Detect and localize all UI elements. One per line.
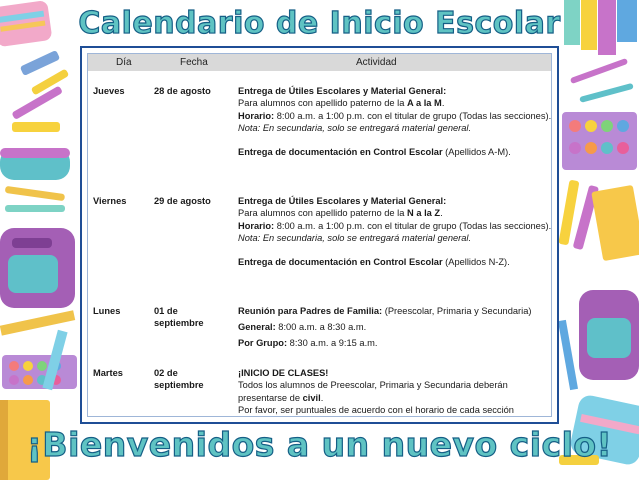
header-date: Fecha: [180, 57, 208, 68]
start-note: Por favor, ser puntuales de acuerdo con el horario de cada sección: [238, 404, 514, 415]
nota-line: Nota: En secundaria, solo se entregará material general.: [238, 232, 472, 243]
backpack-icon: [0, 228, 75, 308]
welcome-banner: ¡Bienvenidos a un nuevo ciclo!: [26, 425, 613, 464]
delivery-title: Entrega de Útiles Escolares y Material General:: [238, 86, 447, 96]
header-activity: Actividad: [356, 57, 397, 68]
row-activity: [238, 195, 556, 268]
meeting-line: Reunión para Padres de Familia: (Preescolar, Primaria y Secundaria): [238, 306, 532, 316]
row-day: Viernes: [93, 196, 127, 206]
grupo-line: Por Grupo: 8:30 a.m. a 9:15 a.m.: [238, 337, 378, 348]
pencil-case-teal: [0, 148, 70, 180]
row-activity: [238, 367, 556, 416]
right-decorations: [559, 0, 639, 480]
general-line: General: 8:00 a.m. a 8:30 a.m.: [238, 322, 367, 333]
watercolor-palette-icon: [2, 355, 77, 389]
docs-line: Entrega de documentación en Control Escolar (Apellidos N-Z).: [238, 257, 510, 268]
calendar-panel: [80, 46, 559, 424]
calendar-table: [87, 53, 552, 417]
start-title: ¡INICIO DE CLASES!: [238, 368, 329, 378]
apellido-line: Para alumnos con apellido paterno de la N a la Z.: [238, 208, 443, 219]
page-title: Calendario de Inicio Escolar: [78, 6, 561, 41]
brush-icon: [570, 58, 634, 103]
row-date: 29 de agosto: [154, 196, 211, 206]
crayon-icon-2: [5, 186, 65, 212]
paint-tube-icon: [20, 50, 70, 95]
backpack-icon: [579, 290, 639, 380]
row-date: 02 de septiembre: [154, 368, 204, 391]
apellido-line: Para alumnos con apellido paterno de la A a la M.: [238, 98, 445, 109]
nota-line: Nota: En secundaria, solo se entregará material general.: [238, 122, 472, 133]
row-date: 01 de septiembre: [154, 306, 204, 329]
crayon-icon: [559, 180, 599, 251]
row-activity: [238, 305, 556, 349]
row-day: Lunes: [93, 306, 121, 316]
row-day: Martes: [93, 368, 123, 378]
start-text: Todos los alumnos de Preescolar, Primaria y Secundaria deberán presentarse de civil.: [238, 380, 508, 403]
row-day: Jueves: [93, 86, 125, 96]
pencil-icon: [559, 320, 578, 390]
row-date: 28 de agosto: [154, 86, 211, 96]
table-header: [88, 54, 551, 71]
horario-line: Horario: 8:00 a.m. a 1:00 p.m. con el titular de grupo (Todas las secciones).: [238, 220, 552, 231]
row-activity: [238, 85, 556, 158]
horario-line: Horario: 8:00 a.m. a 1:00 p.m. con el titular de grupo (Todas las secciones).: [238, 110, 552, 121]
watercolor-palette-icon: [562, 112, 637, 170]
left-decorations: [0, 0, 80, 480]
header-day: Día: [116, 57, 132, 68]
docs-line: Entrega de documentación en Control Escolar (Apellidos A-M).: [238, 147, 511, 158]
notebook-icon: [591, 185, 639, 261]
delivery-title: Entrega de Útiles Escolares y Material General:: [238, 196, 447, 206]
